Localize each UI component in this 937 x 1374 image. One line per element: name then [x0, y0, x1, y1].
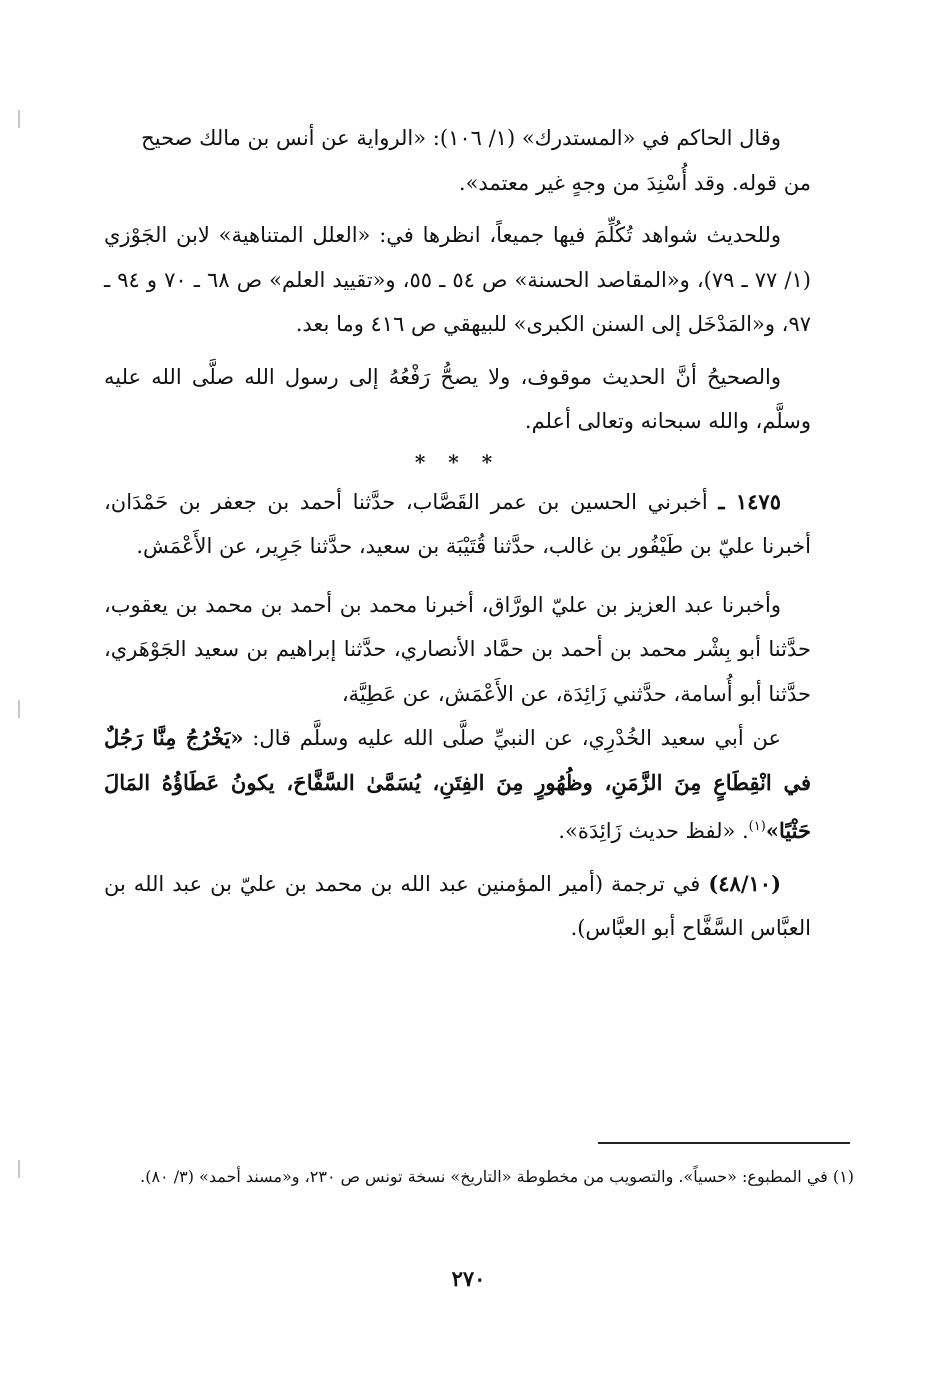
hadith-1475-text: أخبرني الحسين بن عمر القَصَّاب، حدَّثنا أحمد بن جعفر بن حَمْدَان، أخبرنا عليّ بن طَيْفُور بن غالب، حدَّثنا قُتَيْبَة بن سعيد، حدَّثنا جَرِير، عن الأَعْمَش.: [104, 489, 811, 558]
hadith-number: ١٤٧٥ ـ: [718, 488, 781, 514]
matn-closing: . «لفظ حديث زَائِدَة».: [558, 819, 749, 843]
matn-intro: عن أبي سعيد الخُدْرِي، عن النبيِّ صلَّى الله عليه وسلَّم قال:: [243, 726, 781, 750]
scan-edge-mark: [18, 1160, 20, 1178]
page-number: ٢٧٠: [451, 1266, 486, 1291]
paragraph-shawahid: وللحديث شواهد تُكُلِّمَ فيها جميعاً، انظرها في: «العلل المتناهية» لابن الجَوْزي (١/ ٧٧ ـ ٧٩)، و«المقاصد الحسنة» ص ٥٤ ـ ٥٥، و«تقييد العلم» ص ٦٨ ـ ٧٠ و ٩٤ ـ ٩٧، و«المَدْخَل إلى السنن الكبرى» للبيهقي ص ٤١٦ وما بعد.: [104, 223, 811, 336]
paragraph-second-isnad: وأخبرنا عبد العزيز بن عليّ الورَّاق، أخبرنا محمد بن أحمد بن محمد بن يعقوب، حدَّثنا أبو بِشْر محمد بن أحمد بن حمَّاد الأنصاري، حدَّثنا إبراهيم بن سعيد الجَوْهَري، حدَّثنا أبو أُسامة، حدَّثني زَائِدَة، عن الأَعْمَش، عن عَطِيَّة،: [104, 592, 811, 706]
footnote: [104, 1160, 854, 1193]
volume-page-reference: (٤٨/١٠): [708, 870, 781, 896]
footnote-reference: (١): [748, 819, 766, 834]
main-text-column: [104, 116, 811, 951]
section-separator: * * *: [414, 449, 501, 474]
hadith-1475-isnad: [104, 480, 811, 569]
paragraph-tarjama: [104, 862, 811, 951]
paragraph-hadith-matn: [104, 716, 811, 854]
paragraph-sahih-mawquf: والصحيحُ أنَّ الحديث موقوف، ولا يصحُّ رَفْعُهُ إلى رسول الله صلَّى الله عليه وسلَّم، والله سبحانه وتعالى أعلم.: [104, 364, 811, 433]
paragraph-hakim-line-1: وقال الحاكم في «المستدرك» (١/ ١٠٦): «الرواية عن أنس بن مالك صحيح: [141, 126, 781, 150]
scan-edge-mark: [18, 110, 20, 128]
footnote-divider: [598, 1142, 850, 1144]
paragraph-hakim-quote: [104, 116, 811, 205]
scan-edge-mark: [18, 700, 20, 718]
hadith-matn-text: «يَخْرُجُ مِنَّا رَجُلٌ في انْقِطَاعٍ مِنَ الزَّمَنِ، وظُهُورٍ مِنَ الفِتَنِ، يُسَمَّىٰ السَّفَّاحَ، يكونُ عَطَاؤُهُ المَالَ حَثْيًا»: [104, 725, 811, 843]
tarjama-text: في ترجمة (أمير المؤمنين عبد الله بن محمد بن عليّ بن عبد الله بن العبَّاس السَّفَّاح أبو العبَّاس).: [104, 871, 811, 940]
paragraph-hakim-line-2: من قوله. وقد أُسْنِدَ من وجهٍ غير معتمد».: [458, 170, 811, 195]
footnote-text: (١) في المطبوع: «حسياً». والتصويب من مخطوطة «التاريخ» نسخة تونس ص ٢٣٠، و«مسند أحمد» (٣/ ٨٠).: [140, 1167, 854, 1186]
